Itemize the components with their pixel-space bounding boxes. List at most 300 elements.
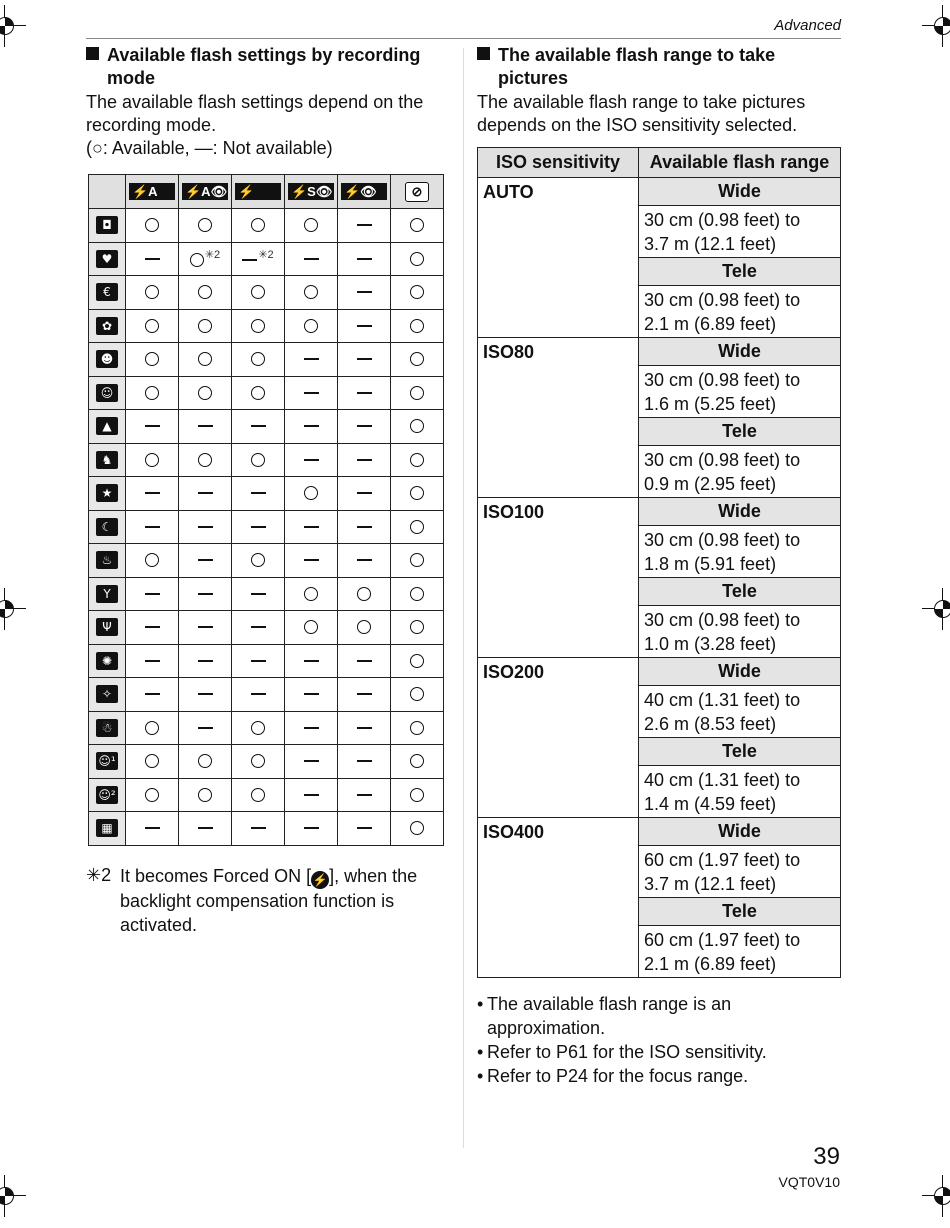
available-mark — [145, 319, 159, 333]
tele-label: Tele — [639, 578, 841, 606]
available-mark — [410, 218, 424, 232]
night-portrait-mode-icon: ★ — [96, 484, 118, 502]
range-value-line: 1.0 m (3.28 feet) — [644, 633, 777, 654]
wide-label: Wide — [639, 658, 841, 686]
table-row — [89, 678, 444, 712]
not-available-mark — [251, 593, 266, 595]
availability-cell — [126, 276, 179, 310]
flash-column-header — [179, 175, 232, 209]
availability-cell — [232, 242, 285, 276]
availability-cell — [232, 443, 285, 477]
not-available-mark — [251, 425, 266, 427]
available-mark — [357, 587, 371, 601]
not-available-mark — [145, 626, 160, 628]
bullet-icon: • — [477, 994, 484, 1014]
registration-mark — [0, 596, 18, 622]
availability-cell — [285, 544, 338, 578]
range-value-line: 30 cm (0.98 feet) to — [644, 369, 801, 390]
range-value-line: 30 cm (0.98 feet) to — [644, 449, 801, 470]
availability-cell — [179, 410, 232, 444]
available-mark — [251, 319, 265, 333]
party-mode-icon: Y — [96, 585, 118, 603]
availability-cell — [338, 812, 391, 846]
iso-value: AUTO — [478, 178, 639, 338]
list-item — [477, 1040, 767, 1064]
availability-cell — [126, 544, 179, 578]
available-mark — [304, 285, 318, 299]
portrait-mode-icon: ☻ — [96, 350, 118, 368]
availability-cell — [126, 242, 179, 276]
available-mark — [251, 218, 265, 232]
available-mark — [410, 620, 424, 634]
availability-cell — [338, 376, 391, 410]
range-value-line: 2.6 m (8.53 feet) — [644, 713, 777, 734]
availability-cell — [285, 745, 338, 779]
available-mark — [410, 687, 424, 701]
not-available-mark — [251, 492, 266, 494]
not-available-mark — [198, 559, 213, 561]
availability-cell — [179, 276, 232, 310]
available-mark — [304, 218, 318, 232]
not-available-mark — [145, 258, 160, 260]
range-value-line: 40 cm (1.31 feet) to — [644, 769, 801, 790]
availability-cell — [391, 510, 444, 544]
table-row — [478, 338, 841, 366]
tele-label: Tele — [639, 738, 841, 766]
not-available-mark — [198, 827, 213, 829]
wide-label: Wide — [639, 498, 841, 526]
right-intro: The available flash range to take pictures depends on the ISO sensitivity selected. — [477, 92, 806, 135]
not-available-mark — [357, 693, 372, 695]
bullet-icon: • — [477, 1066, 484, 1086]
availability-cell — [126, 510, 179, 544]
not-available-mark — [357, 760, 372, 762]
availability-cell — [391, 276, 444, 310]
not-available-mark — [357, 291, 372, 293]
availability-cell — [338, 410, 391, 444]
candle-light-mode-icon: Ψ — [96, 618, 118, 636]
footnote-reference: ✳2 — [258, 249, 274, 262]
table-row — [89, 477, 444, 511]
available-mark — [198, 788, 212, 802]
table-row — [89, 343, 444, 377]
availability-cell — [285, 577, 338, 611]
mode-cell — [89, 276, 126, 310]
corner-cell — [89, 175, 126, 209]
table-row — [89, 276, 444, 310]
iso-header: ISO sensitivity — [478, 148, 639, 178]
registration-mark — [930, 1183, 950, 1209]
list-item-text: The available flash range is an — [487, 994, 732, 1014]
availability-cell — [391, 376, 444, 410]
availability-cell — [338, 778, 391, 812]
not-available-mark — [242, 259, 257, 261]
wide-label: Wide — [639, 178, 841, 206]
table-row — [89, 510, 444, 544]
table-row — [89, 577, 444, 611]
availability-cell — [232, 711, 285, 745]
availability-cell — [338, 544, 391, 578]
range-value-line: 1.6 m (5.25 feet) — [644, 393, 777, 414]
not-available-mark — [357, 459, 372, 461]
iso-value: ISO400 — [478, 818, 639, 978]
table-row — [89, 711, 444, 745]
table-row — [478, 658, 841, 686]
table-row — [89, 309, 444, 343]
availability-cell — [391, 443, 444, 477]
flash-range-table — [477, 147, 841, 978]
available-mark — [251, 285, 265, 299]
not-available-mark — [145, 425, 160, 427]
mode-cell — [89, 678, 126, 712]
not-available-mark — [198, 492, 213, 494]
availability-cell — [285, 678, 338, 712]
availability-cell — [285, 477, 338, 511]
availability-cell — [126, 745, 179, 779]
range-header: Available flash range — [639, 148, 841, 178]
availability-cell — [232, 644, 285, 678]
range-value-line: 30 cm (0.98 feet) to — [644, 529, 801, 550]
not-available-mark — [304, 660, 319, 662]
not-available-mark — [357, 526, 372, 528]
availability-cell — [179, 711, 232, 745]
availability-cell — [391, 812, 444, 846]
availability-cell — [179, 812, 232, 846]
available-mark — [357, 620, 371, 634]
range-value-cell — [639, 446, 841, 498]
list-item-text: Refer to P24 for the focus range. — [487, 1066, 749, 1086]
available-mark — [410, 721, 424, 735]
availability-cell — [285, 276, 338, 310]
availability-cell — [126, 577, 179, 611]
availability-cell — [232, 611, 285, 645]
not-available-mark — [304, 526, 319, 528]
available-mark — [198, 285, 212, 299]
not-available-mark — [304, 827, 319, 829]
registration-mark — [930, 13, 950, 39]
available-mark — [410, 821, 424, 835]
header-rule — [86, 38, 841, 39]
availability-cell — [179, 678, 232, 712]
range-value-cell — [639, 606, 841, 658]
not-available-mark — [304, 392, 319, 394]
column-divider — [463, 48, 464, 1148]
tele-label: Tele — [639, 898, 841, 926]
starry-sky-mode-icon: ✧ — [96, 685, 118, 703]
mode-cell — [89, 745, 126, 779]
availability-cell — [285, 644, 338, 678]
availability-cell — [391, 678, 444, 712]
page-number: 39 — [813, 1143, 840, 1170]
availability-cell — [126, 343, 179, 377]
mode-cell — [89, 477, 126, 511]
available-mark — [304, 319, 318, 333]
mode-cell — [89, 343, 126, 377]
not-available-mark — [251, 626, 266, 628]
available-mark — [410, 352, 424, 366]
availability-cell — [338, 209, 391, 243]
available-mark — [198, 319, 212, 333]
economy-mode-icon: € — [96, 283, 118, 301]
mode-cell — [89, 544, 126, 578]
not-available-mark — [357, 559, 372, 561]
availability-cell — [179, 644, 232, 678]
availability-cell — [179, 477, 232, 511]
footnote-text: It becomes Forced ON [ ⚡], when the backlight compensation function is activated. — [120, 866, 418, 935]
square-bullet-icon — [86, 47, 99, 60]
range-value-line: 30 cm (0.98 feet) to — [644, 609, 801, 630]
not-available-mark — [198, 593, 213, 595]
registration-mark — [930, 596, 950, 622]
table-row — [89, 778, 444, 812]
not-available-mark — [357, 392, 372, 394]
range-value-line: 2.1 m (6.89 feet) — [644, 313, 777, 334]
available-mark — [145, 553, 159, 567]
range-value-cell — [639, 846, 841, 898]
range-value-line: 2.1 m (6.89 feet) — [644, 953, 777, 974]
not-available-mark — [145, 827, 160, 829]
mode-cell — [89, 778, 126, 812]
mode-cell — [89, 309, 126, 343]
availability-cell — [179, 544, 232, 578]
table-row — [89, 544, 444, 578]
table-row — [478, 818, 841, 846]
available-mark — [251, 721, 265, 735]
scenery-mode-icon: ▲ — [96, 417, 118, 435]
mode-cell — [89, 209, 126, 243]
available-mark — [145, 352, 159, 366]
list-item — [477, 1064, 748, 1088]
registration-mark — [0, 1183, 18, 1209]
not-available-mark — [357, 425, 372, 427]
availability-cell — [285, 812, 338, 846]
left-heading: Available flash settings by recording mode — [86, 44, 420, 90]
flash-column-header — [126, 175, 179, 209]
availability-cell — [126, 678, 179, 712]
flash-mode-icon: ⚡A👁 — [182, 183, 228, 200]
model-code: VQT0V10 — [778, 1174, 840, 1190]
flash-column-header — [338, 175, 391, 209]
availability-cell — [232, 778, 285, 812]
registration-mark — [0, 13, 18, 39]
availability-cell — [338, 242, 391, 276]
table-row — [89, 812, 444, 846]
availability-cell — [338, 644, 391, 678]
available-mark — [410, 654, 424, 668]
fireworks-mode-icon: ✺ — [96, 652, 118, 670]
availability-cell — [285, 443, 338, 477]
available-mark — [251, 754, 265, 768]
mode-cell — [89, 812, 126, 846]
available-mark — [304, 587, 318, 601]
not-available-mark — [145, 693, 160, 695]
camera-mode-icon: ◘ — [96, 216, 118, 234]
availability-cell — [126, 209, 179, 243]
availability-cell — [126, 611, 179, 645]
food-mode-icon: ♨ — [96, 551, 118, 569]
availability-cell — [285, 611, 338, 645]
availability-cell — [126, 410, 179, 444]
not-available-mark — [198, 693, 213, 695]
not-available-mark — [357, 492, 372, 494]
available-mark — [251, 352, 265, 366]
availability-cell — [338, 577, 391, 611]
availability-cell — [179, 209, 232, 243]
not-available-mark — [304, 693, 319, 695]
availability-cell — [232, 812, 285, 846]
not-available-mark — [198, 727, 213, 729]
range-value-line: 3.7 m (12.1 feet) — [644, 873, 777, 894]
available-mark — [251, 386, 265, 400]
snow-mode-icon: ☃ — [96, 719, 118, 737]
availability-cell — [232, 276, 285, 310]
mode-cell — [89, 510, 126, 544]
not-available-mark — [304, 425, 319, 427]
availability-cell — [179, 745, 232, 779]
availability-cell — [285, 242, 338, 276]
availability-cell — [126, 376, 179, 410]
not-available-mark — [145, 492, 160, 494]
soft-skin-mode-icon: ☺ — [96, 384, 118, 402]
availability-cell — [179, 778, 232, 812]
range-value-line: 30 cm (0.98 feet) to — [644, 289, 801, 310]
flash-column-header — [285, 175, 338, 209]
iso-value: ISO200 — [478, 658, 639, 818]
availability-cell — [232, 745, 285, 779]
macro-mode-icon: ✿ — [96, 317, 118, 335]
table-row — [89, 745, 444, 779]
availability-cell — [391, 577, 444, 611]
table-row — [478, 178, 841, 206]
availability-cell — [126, 778, 179, 812]
range-value-cell — [639, 366, 841, 418]
sports-mode-icon: ♞ — [96, 451, 118, 469]
availability-cell — [338, 711, 391, 745]
availability-cell — [391, 209, 444, 243]
availability-cell — [391, 242, 444, 276]
availability-cell — [391, 611, 444, 645]
table-row — [89, 209, 444, 243]
availability-cell — [285, 510, 338, 544]
not-available-mark — [198, 626, 213, 628]
flash-mode-icon: ⚡ — [235, 183, 281, 200]
availability-cell — [179, 309, 232, 343]
range-value-line: 40 cm (1.31 feet) to — [644, 689, 801, 710]
table-row — [89, 644, 444, 678]
available-mark — [145, 754, 159, 768]
availability-cell — [285, 343, 338, 377]
available-mark — [410, 319, 424, 333]
table-row — [89, 410, 444, 444]
flash-column-header — [232, 175, 285, 209]
not-available-mark — [304, 358, 319, 360]
mode-cell — [89, 577, 126, 611]
range-value-cell — [639, 286, 841, 338]
not-available-mark — [304, 459, 319, 461]
not-available-mark — [145, 526, 160, 528]
not-available-mark — [251, 827, 266, 829]
flash-mode-icon: ⚡A — [129, 183, 175, 200]
availability-cell — [232, 510, 285, 544]
list-item-text: approximation. — [487, 1018, 606, 1038]
available-mark — [410, 419, 424, 433]
not-available-mark — [198, 660, 213, 662]
availability-cell — [391, 410, 444, 444]
not-available-mark — [357, 727, 372, 729]
available-mark — [145, 386, 159, 400]
flash-off-icon: ⊘ — [405, 182, 429, 202]
available-mark — [410, 386, 424, 400]
left-intro: The available flash settings depend on the recording mode. (○: Available, —: Not available) — [86, 92, 424, 158]
not-available-mark — [357, 827, 372, 829]
availability-cell — [126, 812, 179, 846]
availability-cell — [285, 309, 338, 343]
not-available-mark — [357, 794, 372, 796]
availability-cell — [179, 376, 232, 410]
availability-cell — [126, 443, 179, 477]
availability-cell — [179, 343, 232, 377]
availability-cell — [126, 309, 179, 343]
table-row — [478, 498, 841, 526]
flash-mode-icon: ⚡S👁 — [288, 183, 334, 200]
motion-picture-mode-icon: ▦ — [96, 819, 118, 837]
availability-cell — [338, 745, 391, 779]
available-mark — [145, 218, 159, 232]
section-label: Advanced — [774, 17, 841, 34]
available-mark — [251, 453, 265, 467]
range-value-cell — [639, 526, 841, 578]
baby2-mode-icon: ☺² — [96, 786, 118, 804]
range-value-line: 1.8 m (5.91 feet) — [644, 553, 777, 574]
availability-cell — [126, 711, 179, 745]
not-available-mark — [251, 693, 266, 695]
available-mark — [304, 486, 318, 500]
not-available-mark — [357, 358, 372, 360]
list-item — [477, 992, 731, 1040]
available-mark — [304, 620, 318, 634]
mode-cell — [89, 611, 126, 645]
not-available-mark — [304, 727, 319, 729]
mode-cell — [89, 644, 126, 678]
tele-label: Tele — [639, 258, 841, 286]
availability-cell — [232, 477, 285, 511]
availability-cell — [391, 778, 444, 812]
footnote-reference: ✳2 — [204, 249, 221, 262]
available-mark — [198, 386, 212, 400]
right-heading: The available flash range to take pictures — [477, 44, 775, 90]
available-mark — [198, 453, 212, 467]
range-value-cell — [639, 926, 841, 978]
available-mark — [410, 252, 424, 266]
mode-cell — [89, 410, 126, 444]
availability-cell — [391, 644, 444, 678]
availability-cell — [285, 778, 338, 812]
wide-label: Wide — [639, 338, 841, 366]
availability-cell — [126, 477, 179, 511]
available-mark — [198, 218, 212, 232]
not-available-mark — [357, 660, 372, 662]
availability-cell — [391, 343, 444, 377]
square-bullet-icon — [477, 47, 490, 60]
availability-cell — [338, 276, 391, 310]
availability-cell — [391, 309, 444, 343]
availability-cell — [232, 309, 285, 343]
availability-cell — [285, 209, 338, 243]
availability-cell — [338, 678, 391, 712]
availability-cell — [232, 410, 285, 444]
available-mark — [410, 788, 424, 802]
availability-cell — [285, 711, 338, 745]
